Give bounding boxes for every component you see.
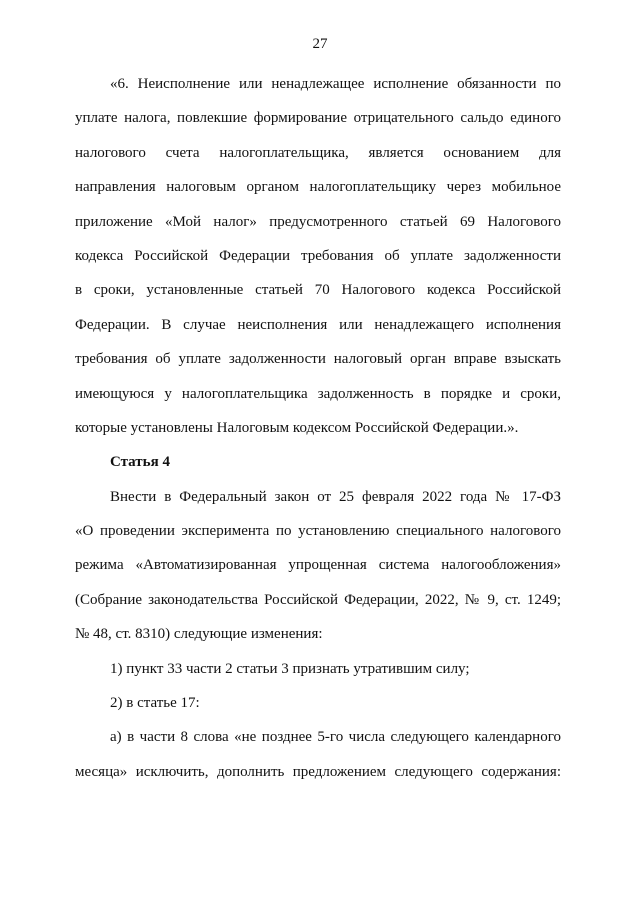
text-line: уплате налога, повлекшие формирование отрицательного сальдо единого <box>75 110 561 127</box>
text-line: которые установлены Налоговым кодексом Российской Федерации.». <box>75 419 519 436</box>
paragraph-item-2a <box>75 727 561 796</box>
text-line: Федерации. В случае неисполнения или ненадлежащего исполнения <box>75 316 561 333</box>
document-body <box>75 74 561 796</box>
text-line: режима «Автоматизированная упрощенная система налогообложения» <box>75 557 561 574</box>
text-line: кодекса Российской Федерации требования об уплате задолженности <box>75 247 561 264</box>
article-heading: Статья 4 <box>110 454 170 471</box>
page-number: 27 <box>312 36 328 52</box>
list-item-2: 2) в статье 17: <box>110 695 200 712</box>
paragraph-article-4-intro <box>75 487 561 659</box>
text-line: в сроки, установленные статьей 70 Налогового кодекса Российской <box>75 282 561 299</box>
text-line: направления налоговым органом налогоплательщику через мобильное <box>75 179 561 196</box>
list-item-1: 1) пункт 33 части 2 статьи 3 признать утратившим силу; <box>110 660 470 677</box>
text-line: требования об уплате задолженности налоговый орган вправе взыскать <box>75 351 561 368</box>
text-line: «6. Неисполнение или ненадлежащее исполнение обязанности по <box>110 76 561 92</box>
text-line: приложение «Мой налог» предусмотренного статьей 69 Налогового <box>75 213 561 230</box>
text-line: имеющуюся у налогоплательщика задолженность в порядке и сроки, <box>75 385 561 402</box>
text-line: налогового счета налогоплательщика, является основанием для <box>75 144 561 161</box>
text-line: Внести в Федеральный закон от 25 февраля 2022 года № 17-ФЗ <box>110 488 561 505</box>
text-line: а) в части 8 слова «не позднее 5-го числа следующего календарного <box>110 729 561 746</box>
text-line: (Собрание законодательства Российской Федерации, 2022, № 9, ст. 1249; <box>75 591 561 608</box>
text-line: № 48, ст. 8310) следующие изменения: <box>75 626 323 643</box>
paragraph-section-6 <box>75 74 561 452</box>
text-line: «О проведении эксперимента по установлению специального налогового <box>75 523 561 540</box>
text-line: месяца» исключить, дополнить предложением следующего содержания: <box>75 763 561 780</box>
